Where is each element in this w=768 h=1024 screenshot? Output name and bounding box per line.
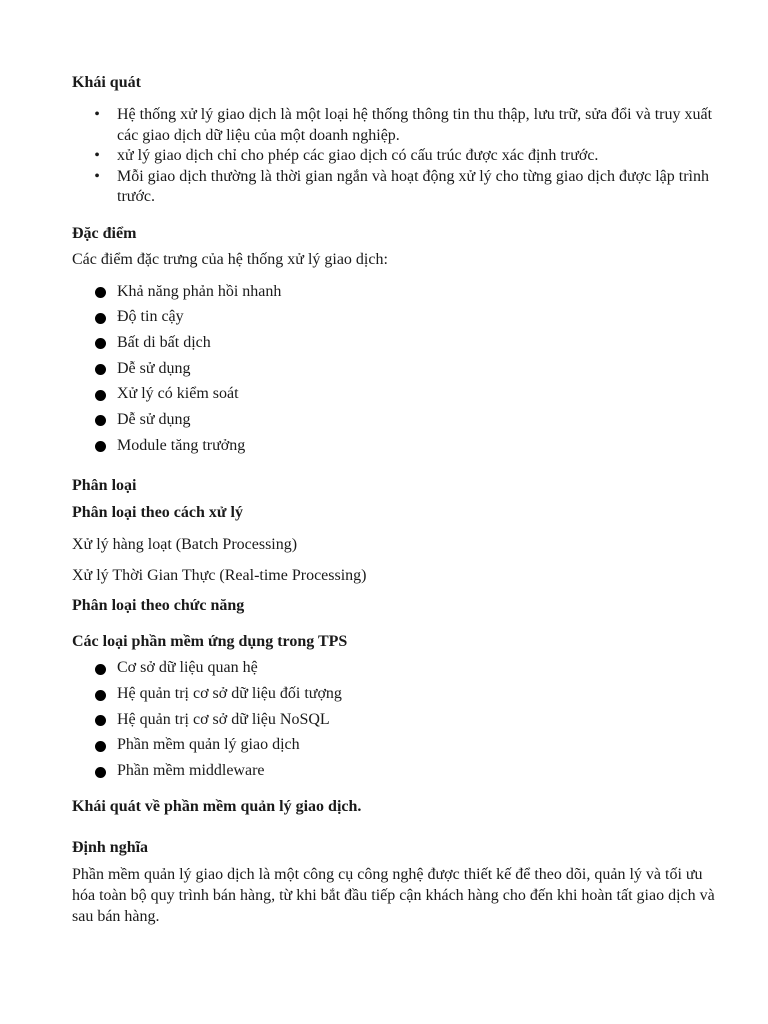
bullet-dot-icon [95, 415, 106, 426]
bullet-dot-icon [95, 313, 106, 324]
list-item [72, 758, 722, 784]
document-page [72, 72, 722, 927]
list-item-text: Mỗi giao dịch thường là thời gian ngắn và hoạt động xử lý cho từng giao dịch được lập trình trước. [117, 167, 709, 205]
list-item-text: Dễ sử dụng [117, 359, 191, 377]
bullet-dot-icon: • [94, 167, 100, 185]
list-item [72, 330, 722, 356]
list-item-text: Bất di bất dịch [117, 333, 211, 351]
list-item [72, 167, 722, 208]
list-item-text: xử lý giao dịch chỉ cho phép các giao dịch có cấu trúc được xác định trước. [117, 147, 599, 164]
batch-processing-text: Xử lý hàng loạt (Batch Processing) [72, 536, 298, 554]
bullet-dot-icon: • [94, 106, 100, 123]
heading-tps-software: Các loại phần mềm ứng dụng trong TPS [72, 633, 348, 651]
features-list [72, 279, 722, 459]
list-item [72, 707, 722, 733]
bullet-dot-icon [95, 390, 106, 401]
heading-phan-loai: Phân loại [72, 477, 137, 495]
list-item-text: Cơ sở dữ liệu quan hệ [117, 659, 258, 677]
definition-paragraph: Phần mềm quản lý giao dịch là một công cụ công nghệ được thiết kế để theo dõi, quản lý và tối ưu hóa toàn bộ quy trình bán hàng, từ khi bắt đầu tiếp cận khách hàng cho đến khi hoàn tất giao dịch và sau bán hàng. [72, 865, 715, 925]
list-item-text: Hệ thống xử lý giao dịch là một loại hệ thống thông tin thu thập, lưu trữ, sửa đổi và truy xuất các giao dịch dữ liệu của một doanh nghiệp. [117, 106, 713, 144]
list-item [72, 681, 722, 707]
tps-software-list [72, 655, 722, 783]
bullet-dot-icon [95, 364, 106, 375]
bullet-dot-icon [95, 287, 106, 298]
list-item-text: Phần mềm middleware [117, 762, 265, 780]
bullet-dot-icon [95, 715, 106, 726]
heading-khai-quat: Khái quát [72, 74, 141, 91]
bullet-dot-icon [95, 441, 106, 452]
subheading-by-processing: Phân loại theo cách xử lý [72, 504, 243, 522]
list-item [72, 381, 722, 407]
bullet-dot-icon [95, 767, 106, 778]
heading-dinh-nghia: Định nghĩa [72, 838, 149, 856]
bullet-dot-icon: • [94, 147, 100, 164]
list-item [72, 433, 722, 459]
heading-transaction-software-overview: Khái quát về phần mềm quản lý giao dịch. [72, 797, 362, 815]
subheading-by-function: Phân loại theo chức năng [72, 597, 245, 615]
list-item-text: Dễ sử dụng [117, 410, 191, 428]
list-item [72, 146, 722, 167]
list-item [72, 407, 722, 433]
list-item [72, 356, 722, 382]
bullet-dot-icon [95, 338, 106, 349]
overview-list [72, 105, 722, 208]
list-item [72, 655, 722, 681]
list-item [72, 732, 722, 758]
heading-dac-diem: Đặc điểm [72, 224, 137, 242]
bullet-dot-icon [95, 690, 106, 701]
bullet-dot-icon [95, 741, 106, 752]
list-item-text: Hệ quản trị cơ sở dữ liệu đối tượng [117, 685, 342, 702]
list-item-text: Hệ quản trị cơ sở dữ liệu NoSQL [117, 710, 330, 728]
list-item-text: Độ tin cậy [117, 308, 184, 326]
list-item-text: Khả năng phản hồi nhanh [117, 282, 282, 300]
realtime-processing-text: Xử lý Thời Gian Thực (Real-time Processing) [72, 567, 367, 585]
list-item [72, 279, 722, 305]
list-item-text: Xử lý có kiểm soát [117, 385, 239, 403]
list-item-text: Phần mềm quản lý giao dịch [117, 736, 300, 754]
features-intro: Các điểm đặc trưng của hệ thống xử lý giao dịch: [72, 250, 388, 268]
list-item [72, 304, 722, 330]
list-item [72, 105, 722, 146]
list-item-text: Module tăng trưởng [117, 436, 246, 454]
bullet-dot-icon [95, 664, 106, 675]
